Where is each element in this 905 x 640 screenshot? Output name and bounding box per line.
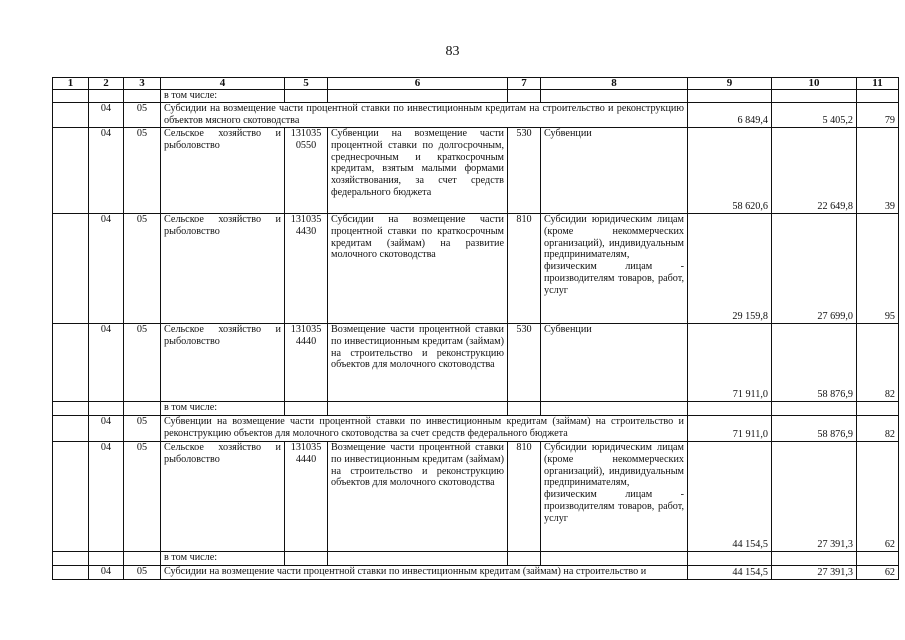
expense-type-code: 530 xyxy=(508,324,541,402)
expense-type-name: Субвенции xyxy=(541,128,688,214)
subsection-code: 05 xyxy=(124,566,161,580)
actual-amount: 27 699,0 xyxy=(772,214,857,324)
cell-empty xyxy=(508,402,541,416)
cell-empty xyxy=(508,90,541,103)
section-code: 04 xyxy=(89,566,124,580)
execution-percent: 39 xyxy=(857,128,899,214)
cell-empty xyxy=(53,402,89,416)
plan-amount: 6 849,4 xyxy=(688,103,772,128)
execution-percent: 79 xyxy=(857,103,899,128)
section-code: 04 xyxy=(89,103,124,128)
cell-empty xyxy=(772,552,857,566)
col-header: 3 xyxy=(124,78,161,90)
plan-amount: 44 154,5 xyxy=(688,566,772,580)
col-header: 4 xyxy=(161,78,285,90)
table-body xyxy=(53,78,899,580)
cell-empty xyxy=(541,90,688,103)
expense-type-code: 810 xyxy=(508,442,541,552)
subsection-code: 05 xyxy=(124,214,161,324)
cell-empty xyxy=(328,90,508,103)
actual-amount: 27 391,3 xyxy=(772,442,857,552)
execution-percent: 82 xyxy=(857,324,899,402)
expense-type-name: Субвенции xyxy=(541,324,688,402)
cell-empty xyxy=(541,552,688,566)
section-code: 04 xyxy=(89,324,124,402)
execution-percent: 82 xyxy=(857,416,899,442)
expense-description: Возмещение части процентной ставки по инвестиционным кредитам (займам) на строительство и реконструкцию объектов для молочного скотоводства xyxy=(328,442,508,552)
table-row xyxy=(53,103,899,128)
cell-empty xyxy=(541,402,688,416)
cell-empty xyxy=(89,402,124,416)
expense-description: Субвенции на возмещение части процентной ставки по долгосрочным, среднесрочным и краткосрочным кредитам, взятым малыми формами хозяйствования, за счет средств федерального бюджета xyxy=(328,128,508,214)
cell-empty xyxy=(53,442,89,552)
col-header: 6 xyxy=(328,78,508,90)
col-header: 1 xyxy=(53,78,89,90)
plan-amount: 71 911,0 xyxy=(688,416,772,442)
table-row xyxy=(53,442,899,552)
section-name: Сельское хозяйство и рыболовство xyxy=(161,214,285,324)
subheading-row xyxy=(53,402,899,416)
cell-empty xyxy=(53,416,89,442)
col-header: 10 xyxy=(772,78,857,90)
header-row xyxy=(53,78,899,90)
actual-amount: 5 405,2 xyxy=(772,103,857,128)
cell-empty xyxy=(688,90,772,103)
cell-empty xyxy=(857,552,899,566)
col-header: 2 xyxy=(89,78,124,90)
cell-empty xyxy=(857,90,899,103)
cell-empty xyxy=(89,552,124,566)
col-header: 5 xyxy=(285,78,328,90)
col-header: 7 xyxy=(508,78,541,90)
cell-empty xyxy=(328,402,508,416)
execution-percent: 95 xyxy=(857,214,899,324)
actual-amount: 58 876,9 xyxy=(772,324,857,402)
section-name: Сельское хозяйство и рыболовство xyxy=(161,128,285,214)
actual-amount: 58 876,9 xyxy=(772,416,857,442)
cell-empty xyxy=(508,552,541,566)
cell-empty xyxy=(53,214,89,324)
section-code: 04 xyxy=(89,128,124,214)
execution-percent: 62 xyxy=(857,442,899,552)
plan-amount: 29 159,8 xyxy=(688,214,772,324)
target-article-code: 131035 0550 xyxy=(285,128,328,214)
cell-empty xyxy=(89,90,124,103)
table-row xyxy=(53,324,899,402)
subsection-code: 05 xyxy=(124,442,161,552)
expense-type-name: Субсидии юридическим лицам (кроме некоммерческих организаций), индивидуальным предпринимателям, физическим лицам - производителям товаров, работ, услуг xyxy=(541,442,688,552)
cell-empty xyxy=(688,552,772,566)
in-that-number-label: в том числе: xyxy=(161,402,285,416)
target-article-code: 131035 4440 xyxy=(285,324,328,402)
subsection-code: 05 xyxy=(124,324,161,402)
plan-amount: 58 620,6 xyxy=(688,128,772,214)
expense-type-code: 810 xyxy=(508,214,541,324)
section-name: Сельское хозяйство и рыболовство xyxy=(161,324,285,402)
section-code: 04 xyxy=(89,214,124,324)
cell-empty xyxy=(124,552,161,566)
col-header: 11 xyxy=(857,78,899,90)
cell-empty xyxy=(53,103,89,128)
subsection-code: 05 xyxy=(124,416,161,442)
cell-empty xyxy=(857,402,899,416)
target-article-code: 131035 4430 xyxy=(285,214,328,324)
expense-description: Субсидии на возмещение части процентной ставки по краткосрочным кредитам (займам) на развитие молочного скотоводства xyxy=(328,214,508,324)
cell-empty xyxy=(53,552,89,566)
subheading-row xyxy=(53,90,899,103)
col-header: 9 xyxy=(688,78,772,90)
section-code: 04 xyxy=(89,442,124,552)
expense-description: Возмещение части процентной ставки по инвестиционным кредитам (займам) на строительство и реконструкцию объектов для молочного скотоводства xyxy=(328,324,508,402)
cell-empty xyxy=(328,552,508,566)
cell-empty xyxy=(688,402,772,416)
subsection-code: 05 xyxy=(124,128,161,214)
cell-empty xyxy=(53,324,89,402)
section-name: Сельское хозяйство и рыболовство xyxy=(161,442,285,552)
expense-type-code: 530 xyxy=(508,128,541,214)
cell-empty xyxy=(53,128,89,214)
plan-amount: 44 154,5 xyxy=(688,442,772,552)
table-row xyxy=(53,416,899,442)
execution-percent: 62 xyxy=(857,566,899,580)
table-row xyxy=(53,128,899,214)
in-that-number-label: в том числе: xyxy=(161,552,285,566)
target-article-code: 131035 4440 xyxy=(285,442,328,552)
cell-empty xyxy=(124,402,161,416)
plan-amount: 71 911,0 xyxy=(688,324,772,402)
cell-empty xyxy=(772,90,857,103)
in-that-number-label: в том числе: xyxy=(161,90,285,103)
expense-type-name: Субсидии юридическим лицам (кроме некоммерческих организаций), индивидуальным предпринимателям, физическим лицам - производителям товаров, работ, услуг xyxy=(541,214,688,324)
expense-description: Субсидии на возмещение части процентной ставки по инвестиционным кредитам (займам) на строительство и xyxy=(161,566,688,580)
actual-amount: 22 649,8 xyxy=(772,128,857,214)
cell-empty xyxy=(53,566,89,580)
expense-description: Субсидии на возмещение части процентной ставки по инвестиционным кредитам на строительство и реконструкцию объектов мясного скотоводства xyxy=(161,103,688,128)
cell-empty xyxy=(285,552,328,566)
table-row xyxy=(53,566,899,580)
subheading-row xyxy=(53,552,899,566)
table-row xyxy=(53,214,899,324)
subsection-code: 05 xyxy=(124,103,161,128)
actual-amount: 27 391,3 xyxy=(772,566,857,580)
cell-empty xyxy=(53,90,89,103)
page-number: 83 xyxy=(445,44,460,59)
section-code: 04 xyxy=(89,416,124,442)
cell-empty xyxy=(285,402,328,416)
cell-empty xyxy=(285,90,328,103)
budget-table xyxy=(52,77,899,580)
cell-empty xyxy=(772,402,857,416)
cell-empty xyxy=(124,90,161,103)
expense-description: Субвенции на возмещение части процентной ставки по инвестиционным кредитам (займам) на строительство и реконструкцию объектов для молочного скотоводства за счет средств федерального бюджета xyxy=(161,416,688,442)
col-header: 8 xyxy=(541,78,688,90)
